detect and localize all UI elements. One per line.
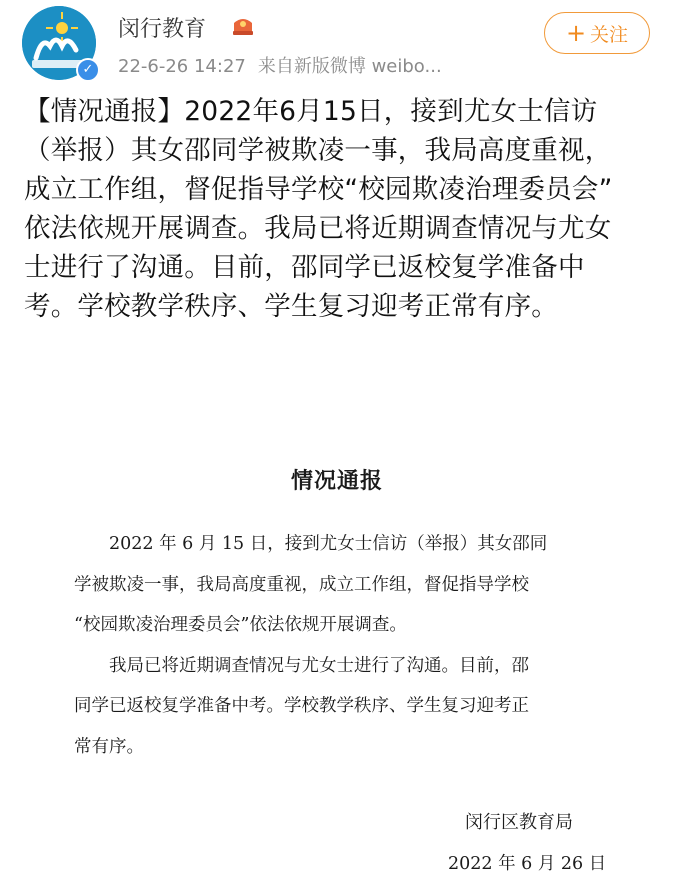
document-image[interactable] — [0, 440, 674, 874]
follow-button[interactable] — [544, 12, 650, 54]
post-text-line: 考。学校教学秩序、学生复习迎考正常有序。 — [24, 291, 558, 322]
post-text — [24, 92, 650, 326]
document-title: 情况通报 — [290, 468, 383, 494]
post-meta — [118, 52, 442, 78]
plus-icon: + — [565, 19, 587, 47]
post-timestamp: 22-6-26 14:27 — [118, 56, 246, 77]
document-date: 2022 年 6 月 26 日 — [448, 854, 607, 874]
document-line: “校园欺凌治理委员会”依法依规开展调查。 — [74, 615, 407, 635]
document-body — [74, 524, 614, 767]
post-header — [0, 0, 674, 96]
post-text-line: 【情况通报】2022年6月15日，接到尤女士信访 — [24, 96, 598, 127]
post-text-line: 士进行了沟通。目前，邵同学已返校复学准备中 — [24, 252, 585, 283]
account-name[interactable]: 闵行教育 — [118, 17, 207, 42]
document-line: 常有序。 — [74, 736, 144, 757]
document-signature: 闵行区教育局 — [465, 812, 573, 833]
post-source: 来自新版微博 weibo... — [257, 56, 442, 77]
post-text-line: 成立工作组，督促指导学校“校园欺凌治理委员会” — [24, 174, 613, 205]
fan-badge-icon — [230, 14, 256, 38]
document-line: 学被欺凌一事，我局高度重视，成立工作组，督促指导学校 — [74, 574, 529, 595]
document-line: 我局已将近期调查情况与尤女士进行了沟通。目前，邵 — [74, 655, 529, 676]
document-line: 2022 年 6 月 15 日，接到尤女士信访（举报）其女邵同 — [74, 534, 548, 554]
post-text-line: （举报）其女邵同学被欺凌一事，我局高度重视， — [24, 135, 612, 166]
document-line: 同学已返校复学准备中考。学校教学秩序、学生复习迎考正 — [74, 696, 529, 716]
follow-button-label: 关注 — [590, 23, 629, 46]
verified-icon: ✓ — [76, 58, 100, 82]
post-text-line: 依法依规开展调查。我局已将近期调查情况与尤女 — [24, 213, 612, 244]
